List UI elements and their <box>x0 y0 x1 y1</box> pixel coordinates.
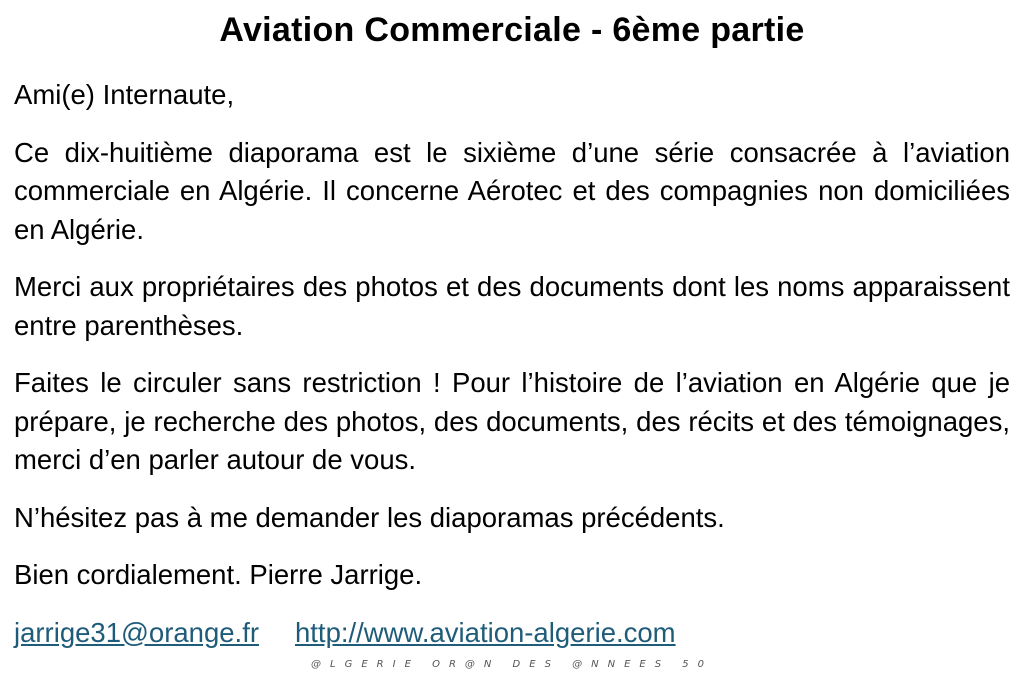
thanks-paragraph: Merci aux propriétaires des photos et des documents dont les noms apparaissent entre parenthèses. <box>14 271 1010 341</box>
greeting-paragraph: Ami(e) Internaute, <box>14 79 235 110</box>
footer-watermark: @LGERIE OR@N DES @NNEES 50 <box>311 659 713 670</box>
contact-links <box>14 614 1010 653</box>
request-paragraph: Faites le circuler sans restriction ! Pour l’histoire de l’aviation en Algérie que je prépare, je recherche des photos, des documents, des récits et des témoignages, merci d’en parler autour de vous. <box>14 367 1010 475</box>
previous-slideshows-paragraph: N’hésitez pas à me demander les diaporamas précédents. <box>14 501 725 533</box>
signature-paragraph: Bien cordialement. Pierre Jarrige. <box>14 559 423 590</box>
email-link[interactable]: jarrige31@orange.fr <box>14 616 259 648</box>
slide-body <box>14 76 1010 652</box>
intro-paragraph: Ce dix-huitième diaporama est le sixième d’une série consacrée à l’aviation commerciale en Algérie. Il concerne Aérotec et des compagnies non domiciliées en Algérie. <box>14 136 1010 245</box>
page-title: Aviation Commerciale - 6ème partie <box>219 11 805 49</box>
website-link[interactable]: http://www.aviation-algerie.com <box>295 616 676 648</box>
